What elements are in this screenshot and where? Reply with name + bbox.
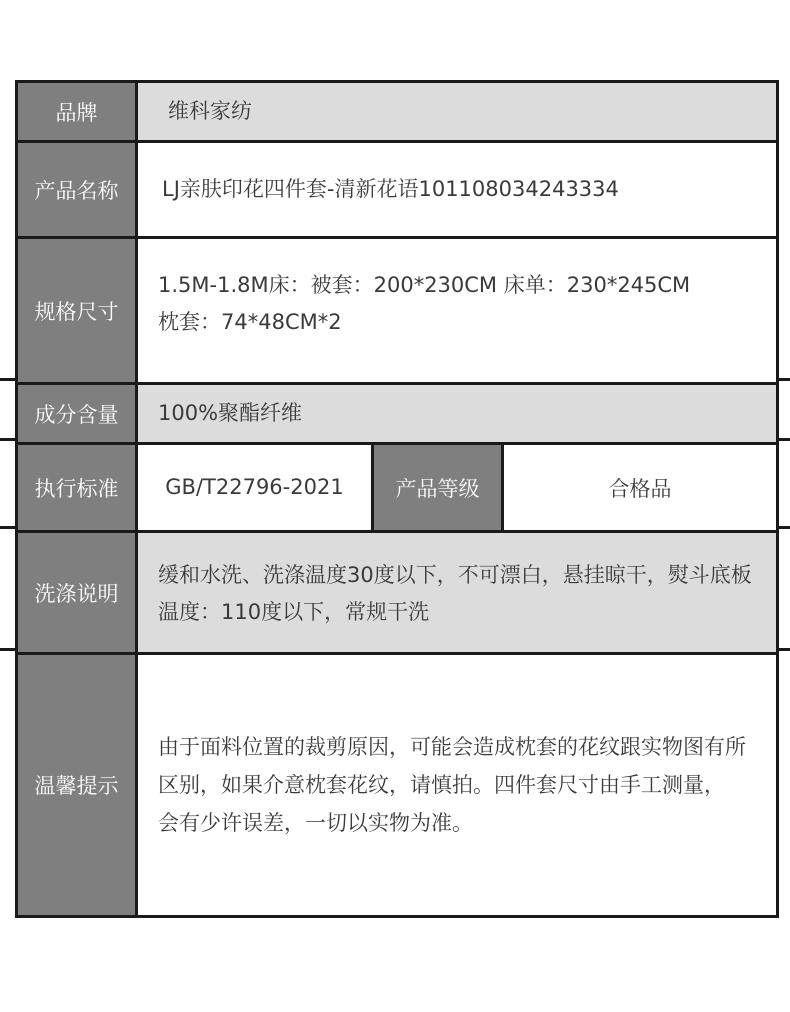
divider-ext-left (0, 648, 16, 651)
divider-ext-left (0, 378, 16, 381)
standard-value: GB/T22796-2021 (138, 445, 374, 530)
row-product-name (18, 140, 776, 236)
washing-value (138, 533, 776, 652)
row-standard (18, 442, 776, 530)
row-composition (18, 382, 776, 442)
composition-label: 成分含量 (18, 385, 138, 442)
washing-line-1: 缓和水洗、洗涤温度30度以下，不可漂白，悬挂晾干，熨斗底板 (158, 563, 752, 587)
divider-ext-right (778, 526, 790, 529)
spec-label: 规格尺寸 (18, 239, 138, 382)
tips-label: 温馨提示 (18, 655, 138, 915)
spec-line-2: 枕套：74*48CM*2 (158, 310, 342, 334)
spec-value (138, 239, 776, 382)
row-tips (18, 652, 776, 915)
tips-line-1: 由于面料位置的裁剪原因，可能会造成枕套的花纹跟实物图有所 (158, 735, 746, 759)
brand-value: 维科家纺 (138, 83, 776, 140)
product-spec-table (15, 80, 779, 918)
product-name-label: 产品名称 (18, 143, 138, 236)
washing-label: 洗涤说明 (18, 533, 138, 652)
divider-ext-right (778, 648, 790, 651)
row-brand (18, 83, 776, 140)
divider-ext-left (0, 526, 16, 529)
composition-value: 100%聚酯纤维 (138, 385, 776, 442)
brand-label: 品牌 (18, 83, 138, 140)
tips-value (138, 655, 776, 915)
grade-value: 合格品 (504, 445, 776, 530)
tips-line-3: 会有少许误差，一切以实物为准。 (158, 811, 473, 835)
divider-ext-right (778, 438, 790, 441)
divider-ext-left (0, 438, 16, 441)
spec-line-1: 1.5M-1.8M床：被套：200*230CM 床单：230*245CM (158, 273, 691, 297)
divider-ext-right (778, 378, 790, 381)
washing-line-2: 温度：110度以下，常规干洗 (158, 600, 430, 624)
row-spec (18, 236, 776, 382)
product-name-value: LJ亲肤印花四件套-清新花语101108034243334 (138, 143, 776, 236)
row-washing (18, 530, 776, 652)
grade-label: 产品等级 (374, 445, 504, 530)
tips-line-2: 区别，如果介意枕套花纹，请慎拍。四件套尺寸由手工测量， (158, 773, 725, 797)
standard-label: 执行标准 (18, 445, 138, 530)
